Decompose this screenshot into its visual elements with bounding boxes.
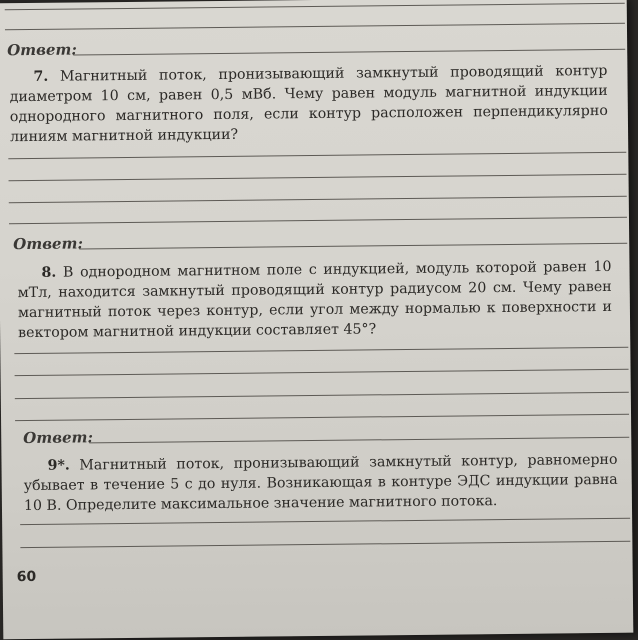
answer-line	[5, 3, 625, 10]
task-8	[17, 257, 612, 343]
task-number: 8.	[41, 264, 57, 281]
answer-line	[15, 414, 629, 421]
answer-line	[9, 217, 627, 224]
answer-line	[5, 23, 625, 30]
answer-line	[15, 369, 629, 376]
answer-label: Ответ:	[23, 428, 94, 448]
answer-line	[73, 49, 625, 56]
answer-line	[9, 196, 627, 203]
task-number: 9*.	[47, 457, 70, 474]
task-text: Магнитный поток, пронизывающий замкнутый проводящий контур диаметром 10 см, равен 0,5 мВб. Чему равен модуль магнитной индукции однородного магнитного поля, если контур расположен перпендикулярно линиям магнитной индукции?	[9, 62, 608, 146]
task-text: Магнитный поток, пронизывающий замкнутый контур, равномерно убывает в течение 5 с до нуля. Возникающая в контуре ЭДС индукции равна 10 В. Определите максимальное значение магнитного потока.	[23, 451, 618, 515]
answer-line	[14, 347, 628, 354]
task-9	[23, 450, 618, 516]
answer-label: Ответ:	[7, 40, 78, 60]
answer-line	[9, 174, 627, 181]
answer-line	[89, 437, 629, 444]
answer-label: Ответ:	[13, 234, 84, 254]
answer-line	[8, 152, 626, 159]
answer-line	[20, 518, 630, 525]
page-number: 60	[16, 568, 37, 586]
task-number: 7.	[33, 68, 49, 85]
task-7	[9, 61, 608, 147]
answer-line	[79, 243, 627, 250]
task-text: В однородном магнитном поле с индукцией, модуль которой равен 10 мТл, находится замкнутый проводящий контур радиусом 20 см. Чему равен магнитный поток через контур, если угол между нормалью к поверхности и вектором магнитной индукции составляет 45°?	[17, 258, 612, 342]
answer-line	[20, 541, 630, 548]
answer-line	[15, 392, 629, 399]
